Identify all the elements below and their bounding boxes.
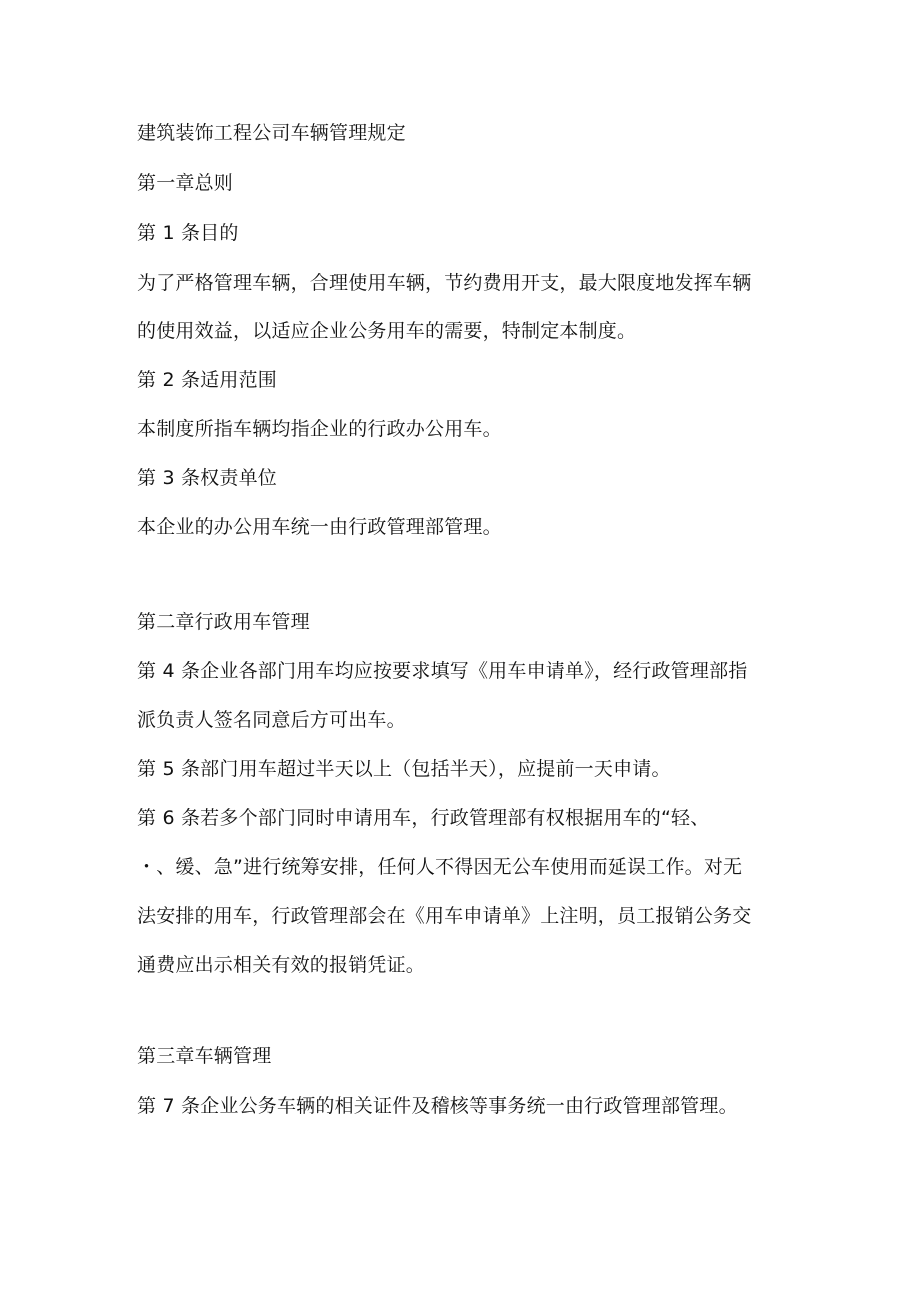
article-1-text-line-1: 为了严格管理车辆，合理使用车辆，节约费用开支，最大限度地发挥车辆 xyxy=(137,272,752,294)
chapter-1-heading: 第一章总则 xyxy=(137,172,234,194)
article-6-text-line-1: 第 6 条若多个部门同时申请用车，行政管理部有权根据用车的“轻、 xyxy=(137,807,710,829)
chapter-2-heading: 第二章行政用车管理 xyxy=(137,611,310,633)
article-6-text-line-3: 法安排的用车，行政管理部会在《用车申请单》上注明，员工报销公务交 xyxy=(137,905,752,927)
article-5-text-line-1: 第 5 条部门用车超过半天以上（包括半天），应提前一天申请。 xyxy=(137,758,671,780)
article-3-heading: 第 3 条权责单位 xyxy=(137,467,277,489)
article-1-heading: 第 1 条目的 xyxy=(137,222,239,244)
article-2-text: 本制度所指车辆均指企业的行政办公用车。 xyxy=(137,418,502,440)
article-6-text-line-2: ・、缓、急”进行统筹安排，任何人不得因无公车使用而延误工作。对无 xyxy=(137,856,743,878)
article-6-text-line-4: 通费应出示相关有效的报销凭证。 xyxy=(137,954,426,976)
article-3-text: 本企业的办公用车统一由行政管理部管理。 xyxy=(137,516,502,538)
article-4-text-line-1: 第 4 条企业各部门用车均应按要求填写《用车申请单》，经行政管理部指 xyxy=(137,660,748,682)
article-7-text-line-1: 第 7 条企业公务车辆的相关证件及稽核等事务统一由行政管理部管理。 xyxy=(137,1095,738,1117)
document-title: 建筑装饰工程公司车辆管理规定 xyxy=(137,122,406,144)
article-1-text-line-2: 的使用效益，以适应企业公务用车的需要，特制定本制度。 xyxy=(137,320,637,342)
article-2-heading: 第 2 条适用范围 xyxy=(137,369,277,391)
chapter-3-heading: 第三章车辆管理 xyxy=(137,1045,272,1067)
article-4-text-line-2: 派负责人签名同意后方可出车。 xyxy=(137,709,406,731)
